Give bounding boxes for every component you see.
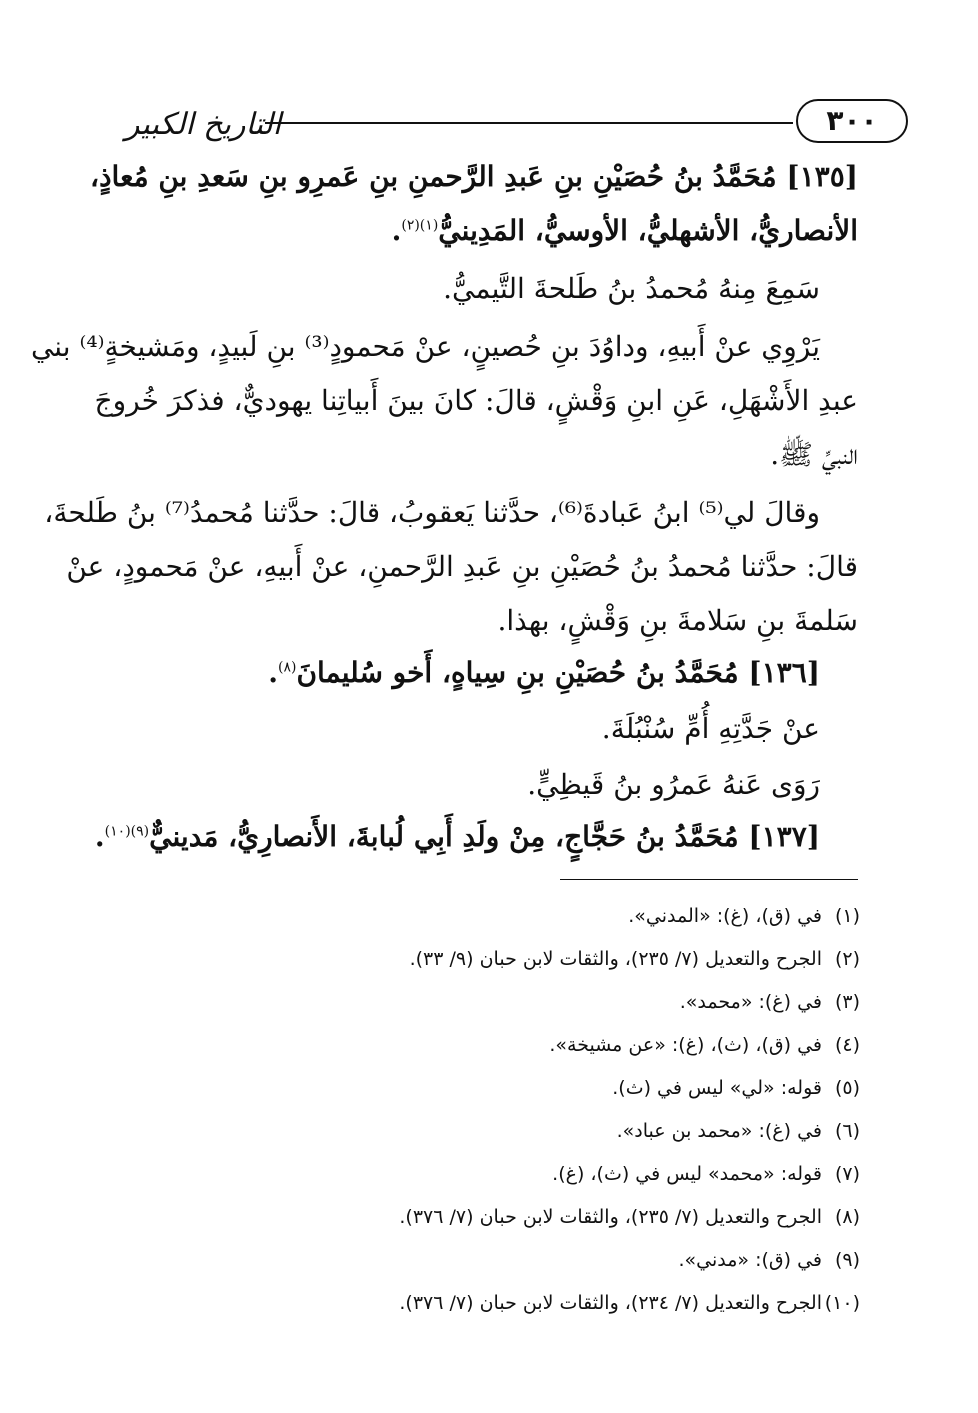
footnote-number: (٦) bbox=[834, 1120, 860, 1142]
entry-137-heading bbox=[94, 820, 858, 853]
footnote-item bbox=[399, 1206, 860, 1228]
footnote-number: (٢) bbox=[834, 948, 860, 970]
entry-135-isnad-line-1: وقالَ لي⁽⁵⁾ ابنُ عَبادةَ⁽⁶⁾، حدَّثنا يَعقوبُ، قالَ: حدَّثنا مُحمدُ⁽⁷⁾ بنُ طَلحةَ، bbox=[44, 496, 820, 529]
entry-137-heading-text: [١٣٧] مُحَمَّدُ بنُ حَجَّاجٍ، مِنْ ولَدِ أَبِي لُبابةَ، الأَنصارِيُّ، مَدينيٌّ bbox=[149, 820, 820, 853]
footnote-item bbox=[678, 1249, 860, 1271]
entry-135-heading-line-1: [١٣٥] مُحَمَّدُ بنُ حُصَيْنِ بنِ عَبدِ الرَّحمنِ بنِ عَمرِو بنِ سَعدِ بنِ مُعاذٍ، bbox=[90, 160, 858, 193]
entry-135-heading-text: الأنصاريُّ، الأشهليُّ، الأوسيُّ، المَدِينيُّ bbox=[438, 214, 858, 247]
footnote-item bbox=[399, 1292, 860, 1314]
footnote-text: الجرح والتعديل (٧/ ٢٣٥)، والثقات لابن حبان (٩/ ٣٣). bbox=[409, 948, 822, 970]
footnote-text: الجرح والتعديل (٧/ ٢٣٤)، والثقات لابن حبان (٧/ ٣٧٦). bbox=[399, 1292, 822, 1314]
footnote-item bbox=[628, 905, 860, 927]
footnote-item bbox=[612, 1077, 860, 1099]
footnote-number: (٤) bbox=[834, 1034, 860, 1056]
footnote-number: (١٠) bbox=[824, 1292, 860, 1314]
entry-136-heading bbox=[120, 656, 858, 689]
entry-135-isnad-line-3: سَلمةَ بنِ سَلامةَ بنِ وَقْشٍ، بهذا. bbox=[497, 604, 858, 637]
footnote-number: (٣) bbox=[834, 991, 860, 1013]
entry-135-isnad-line-2: قالَ: حدَّثنا مُحمدُ بنُ حُصَيْنِ بنِ عَبدِ الرَّحمنِ، عنْ أَبيهِ، عنْ مَحمودٍ، عنْ bbox=[66, 550, 858, 583]
footnote-text: في (ق): «مدني». bbox=[678, 1249, 822, 1271]
footnote-text: في (غ): «محمد بن عباد». bbox=[616, 1120, 822, 1142]
entry-136-heading-text: [١٣٦] مُحَمَّدُ بنُ حُصَيْنِ بنِ سِياهٍ، أَخو سُليمانَ bbox=[296, 656, 820, 689]
page-header bbox=[125, 95, 908, 155]
footnote-number: (٧) bbox=[834, 1163, 860, 1185]
page-number: ٣٠٠ bbox=[796, 99, 908, 143]
running-title: التاريخ الكبير bbox=[125, 107, 282, 142]
punctuation: . bbox=[94, 820, 105, 853]
punctuation: . bbox=[391, 214, 402, 247]
entry-135-narration-line-1: يَرْوِي عنْ أَبيهِ، وداوُدَ بنِ حُصينٍ، عنْ مَحمودٍ⁽³⁾ بنِ لَبيدٍ، ومَشيخةٍ⁽⁴⁾ بني bbox=[30, 330, 820, 363]
entry-135-heard-from: سَمِعَ مِنهُ مُحمدُ بنُ طَلحةَ التَّيميُّ. bbox=[443, 272, 820, 305]
punctuation: . bbox=[268, 656, 278, 689]
footnote-number: (٨) bbox=[834, 1206, 860, 1228]
footnote-text: في (ق)، (غ): «المدني». bbox=[628, 905, 822, 927]
entry-136-from: عنْ جَدَّتِهِ أُمِّ سُنْبُلَةَ. bbox=[601, 712, 820, 745]
footnote-item bbox=[410, 948, 860, 970]
footnote-separator bbox=[560, 879, 858, 880]
entry-135-narration-line-3: النبيِّ ﷺ. bbox=[770, 438, 858, 471]
header-rule bbox=[265, 122, 793, 124]
entry-136-narrated-by: رَوَى عَنهُ عَمرُو بنُ قَيظِيٍّ. bbox=[527, 768, 820, 801]
footnote-ref: (٩)(١٠) bbox=[104, 823, 150, 840]
footnote-item bbox=[552, 1163, 860, 1185]
footnote-text: قوله: «محمد» ليس في (ث)، (غ). bbox=[552, 1163, 822, 1185]
footnote-text: قوله: «لي» ليس في (ث). bbox=[612, 1077, 822, 1099]
footnote-text: الجرح والتعديل (٧/ ٢٣٥)، والثقات لابن حبان (٧/ ٣٧٦). bbox=[399, 1206, 822, 1228]
footnote-item bbox=[549, 1034, 860, 1056]
footnote-item bbox=[680, 991, 860, 1013]
footnote-ref: (١)(٢) bbox=[401, 217, 439, 234]
footnote-ref: (٨) bbox=[277, 659, 297, 676]
footnote-text: في (غ): «محمد». bbox=[679, 991, 822, 1013]
footnote-item bbox=[617, 1120, 860, 1142]
entry-135-heading-line-2 bbox=[120, 214, 858, 247]
footnote-text: في (ق)، (ث)، (غ): «عن مشيخة». bbox=[549, 1034, 822, 1056]
footnote-number: (١) bbox=[834, 905, 860, 927]
footnote-number: (٥) bbox=[834, 1077, 860, 1099]
footnote-number: (٩) bbox=[834, 1249, 860, 1271]
entry-135-narration-line-2: عبدِ الأَشْهَلِ، عَنِ ابنِ وَقْشٍ، قالَ: كانَ بينَ أَبياتِنا يهوديٌّ، فذكرَ خُروجَ bbox=[94, 384, 858, 417]
